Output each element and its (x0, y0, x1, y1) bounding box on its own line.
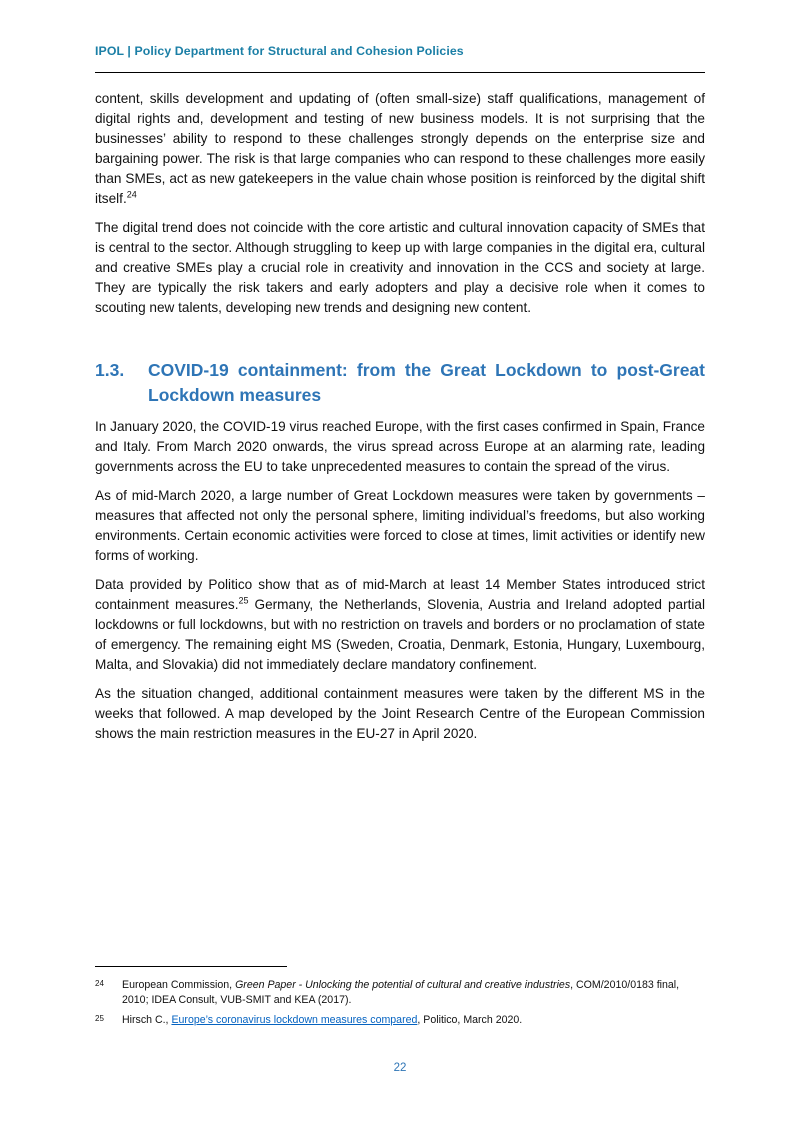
footnote-24 (95, 978, 705, 1008)
footnote-ref-24: 24 (126, 189, 137, 200)
paragraph-text: content, skills development and updating of (often small-size) staff qualifications, management of digital rights and, development and testing of new business models. It is not surprising that the businesses’ ability to respond to these challenges strongly depends on the enterprise size and bargaining power. The risk is that large companies who can respond to these challenges more easily than SMEs, act as new gatekeepers in the value chain whose position is reinforced by the digital shift itself. (95, 91, 705, 206)
page-body (95, 89, 705, 744)
footnote-25 (95, 1013, 705, 1028)
paragraph: As of mid-March 2020, a large number of Great Lockdown measures were taken by governments – measures that affected not only the personal sphere, limiting individual’s freedoms, but also working environments. Certain economic activities were forced to close at times, limit activities or identify new forms of working. (95, 488, 705, 563)
page-footer (0, 1062, 800, 1074)
paragraph: As the situation changed, additional containment measures were taken by the different MS in the weeks that followed. A map developed by the Joint Research Centre of the European Commission shows the main restriction measures in the EU-27 in April 2020. (95, 686, 705, 741)
footnote-separator (95, 966, 287, 967)
paragraph-text: Data provided by Politico show that as of mid-March at least 14 Member States introduced strict containment measures. (95, 577, 705, 612)
paragraph (95, 89, 705, 209)
running-header: IPOL | Policy Department for Structural and Cohesion Policies (95, 44, 464, 58)
section-title: COVID-19 containment: from the Great Lockdown to post-Great Lockdown measures (148, 360, 705, 405)
footnote-hyperlink[interactable]: Europe’s coronavirus lockdown measures compared (171, 1014, 418, 1026)
footnote-text: European Commission, (122, 979, 236, 991)
footnote-number: 24 (95, 979, 104, 988)
footnote-text: Hirsch C., (122, 1014, 172, 1026)
footnote-text: , COM/2010/0183 final, 2010; IDEA Consult, VUB-SMIT and KEA (2017). (122, 979, 680, 1006)
footnote-text: , Politico, March 2020. (417, 1014, 523, 1026)
section-heading (95, 358, 705, 408)
paragraph-text: Germany, the Netherlands, Slovenia, Austria and Ireland adopted partial lockdowns or full lockdowns, but with no restriction on travels and borders or no proclamation of state of emergency. The remaining eight MS (Sweden, Croatia, Denmark, Estonia, Hungary, Luxembourg, Malta, and Slovakia) did not immediately declare mandatory confinement. (95, 597, 705, 672)
footnote-title-italic: Green Paper - Unlocking the potential of cultural and creative industries (235, 979, 571, 991)
paragraph (95, 575, 705, 675)
page-number: 22 (393, 1062, 407, 1074)
paragraph: In January 2020, the COVID-19 virus reached Europe, with the first cases confirmed in Spain, France and Italy. From March 2020 onwards, the virus spread across Europe at an alarming rate, leading governments across the EU to take unprecedented measures to contain the spread of the virus. (95, 419, 705, 474)
footnotes-section (95, 966, 705, 1033)
paragraph: The digital trend does not coincide with the core artistic and cultural innovation capacity of SMEs that is central to the sector. Although struggling to keep up with large companies in the digital era, cultural and creative SMEs play a crucial role in creativity and innovation in the CCS and society at large. They are typically the risk takers and early adopters and play a decisive role when it comes to scouting new talents, developing new trends and designing new content. (95, 220, 705, 315)
header-rule (95, 72, 705, 73)
footnote-number: 25 (95, 1014, 104, 1023)
section-number: 1.3. (95, 360, 125, 380)
footnote-ref-25: 25 (238, 595, 249, 606)
